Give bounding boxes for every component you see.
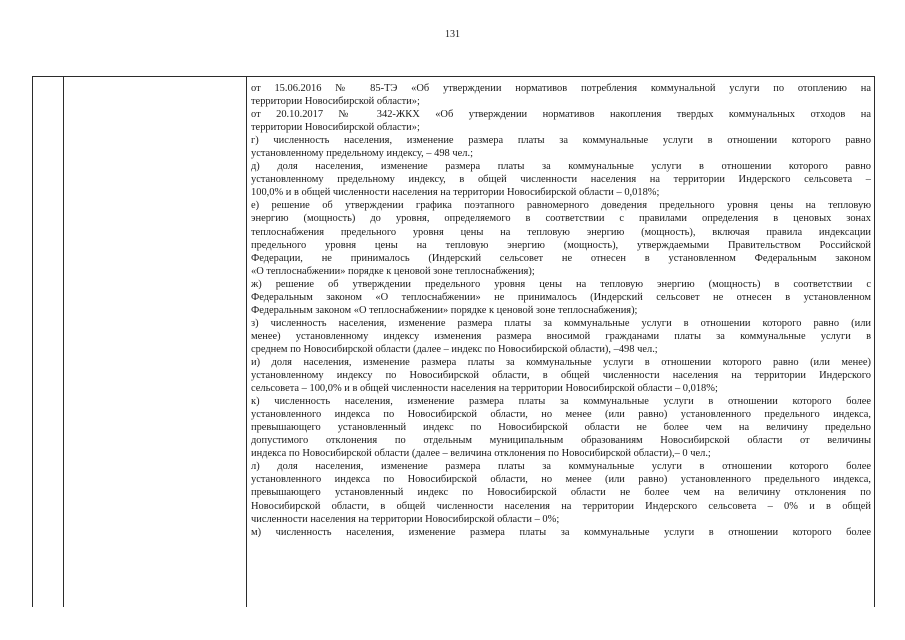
text-line: превышающего установленный индекс по Новосибирской области не более чем на величину предельно (251, 422, 871, 434)
text-line: территории Новосибирской области»; (251, 96, 420, 108)
text-line: Федеральным законом «О теплоснабжении» порядке к ценовой зоне теплоснабжения); (251, 304, 638, 316)
text-line: предельного уровня цены на тепловую энергию (мощность), утверждаемыми Правительством Российской (251, 239, 871, 251)
text-line: ж) решение об утверждении предельного уровня цены на тепловую энергию (мощность) в соответствии с (251, 278, 871, 290)
text-line: 100,0% и в общей численности населения на территории Новосибирской области – 0,018%; (251, 187, 660, 199)
text-line: Федеральным законом «О теплоснабжении» не принималось (Индерский сельсовет не отнесен в установленном (251, 291, 871, 303)
text-line: Новосибирской области, в общей численности населения на территории Индерского сельсовета – 0% и в общей (251, 500, 871, 512)
text-line: от 15.06.2016 № 85-ТЭ «Об утверждении нормативов потребления коммунальной услуги по отоплению на (251, 83, 871, 94)
text-line: установленного индекса по Новосибирской области, но менее (или равно) установленного предельного индекса, (251, 409, 871, 421)
text-line: г) численность населения, изменение размера платы за коммунальные услуги в отношении которого равно (251, 135, 871, 147)
table-column-divider-2 (246, 77, 247, 607)
text-line: индекса по Новосибирской области (далее – величина отклонения по Новосибирской области),– 0 чел.; (251, 448, 711, 460)
text-line: «О теплоснабжении» порядке к ценовой зоне теплоснабжения); (251, 265, 535, 277)
text-line: среднем по Новосибирской области (далее – индекс по Новосибирской области), –498 чел.; (251, 343, 658, 355)
text-line: теплоснабжения предельного уровня цены на тепловую энергию (мощность), включая правила индексации (251, 226, 871, 238)
text-line: м) численность населения, изменение размера платы за коммунальные услуги в отношении которого более (251, 526, 871, 538)
table-column-divider-1 (63, 77, 64, 607)
text-line: численности населения на территории Новосибирской области – 0%; (251, 513, 560, 525)
text-line: л) доля населения, изменение размера платы за коммунальные услуги в отношении которого более (251, 461, 871, 473)
document-table (32, 76, 875, 607)
text-line: з) численность населения, изменение размера платы за коммунальные услуги в отношении которого равно (или (251, 317, 871, 329)
page-number: 131 (445, 29, 460, 40)
table-text-cell (251, 82, 871, 539)
text-line: территории Новосибирской области»; (251, 122, 420, 134)
text-line: д) доля населения, изменение размера платы за коммунальные услуги в отношении которого равно (251, 161, 871, 173)
text-line: допустимого отклонения по отдельным муниципальным образованиям Новосибирской области от величины (251, 435, 871, 447)
text-line: к) численность населения, изменение размера платы за коммунальные услуги в отношении которого более (251, 396, 871, 408)
text-line: превышающего установленный индекс по Новосибирской области не более чем на величину отклонения по (251, 487, 871, 499)
text-line: установленного индекса по Новосибирской области, но менее (или равно) установленного предельного индекса, (251, 474, 871, 486)
text-line: от 20.10.2017 № 342-ЖКХ «Об утверждении нормативов накопления твердых коммунальных отходов на (251, 109, 871, 121)
text-line: сельсовета – 100,0% и в общей численности населения на территории Новосибирской области – 0,018%; (251, 383, 718, 395)
text-line: Федерации, не принималось (Индерский сельсовет не отнесен в установленном Федеральным законом (251, 252, 871, 264)
text-line: энергию (мощность) до уровня, определяемого в соответствии с правилами определения в ценовых зонах (251, 213, 871, 225)
text-line: установленному предельному индексу, в общей численности населения на территории Индерского сельсовета – (251, 174, 871, 186)
text-line: е) решение об утверждении графика поэтапного равномерного доведения предельного уровня цены на тепловую (251, 200, 871, 212)
text-line: и) доля населения, изменение размера платы за коммунальные услуги в отношении которого равно (или менее) (251, 356, 871, 368)
text-line: установленному предельному индексу, – 498 чел.; (251, 148, 473, 160)
text-line: менее) установленному индексу изменения размера вносимой гражданами платы за коммунальные услуги в (251, 330, 871, 342)
text-line: установленному индексу по Новосибирской области, в общей численности населения на территории Индерского (251, 370, 871, 382)
